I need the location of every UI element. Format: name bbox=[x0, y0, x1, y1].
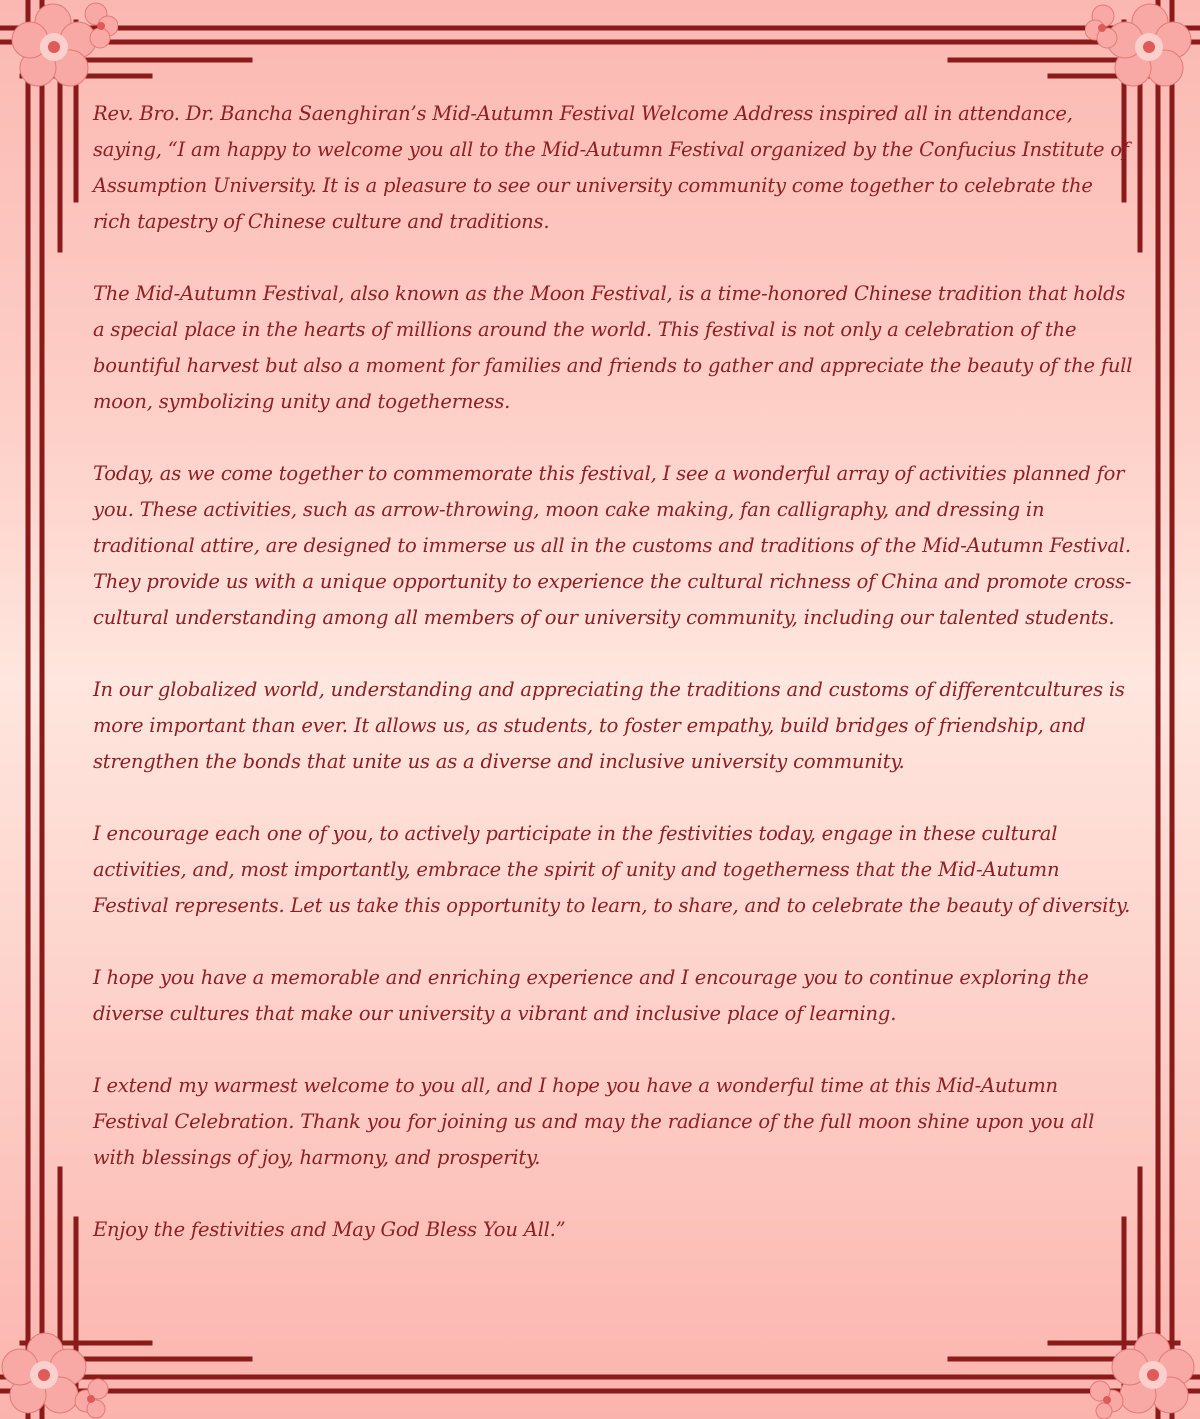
paragraph-experience: I hope you have a memorable and enriching experience and I encourage you to continue exploring the diverse cultures that make our university a vibrant and inclusive place of learning. bbox=[93, 966, 1089, 1025]
paragraph-intro: Rev. Bro. Dr. Bancha Saenghiran’s Mid-Autumn Festival Welcome Address inspired all in attendance, saying, “I am happy to welcome you all to the Mid-Autumn Festival organized by the Confucius Institute of Assumption University. It is a pleasure to see our university community come together to celebrate the rich tapestry of Chinese culture and traditions. bbox=[93, 102, 1129, 233]
paragraph-activities: Today, as we come together to commemorate this festival, I see a wonderful array of activities planned for you. These activities, such as arrow-throwing, moon cake making, fan calligraphy, and dressing in traditional attire, are designed to immerse us all in the customs and traditions of the Mid-Autumn Festival. They provide us with a unique opportunity to experience the cultural richness of China and promote cross-cultural understanding among all members of our university community, including our talented students. bbox=[93, 462, 1132, 629]
welcome-address-text bbox=[93, 96, 1133, 1248]
plum-blossom-icon bbox=[0, 1309, 110, 1419]
plum-blossom-icon bbox=[1085, 0, 1195, 110]
paragraph-globalized-world: In our globalized world, understanding and appreciating the traditions and customs of differentcultures is more important than ever. It allows us, as students, to foster empathy, build bridges of friendship, and strengthen the bonds that unite us as a diverse and inclusive university community. bbox=[93, 678, 1125, 773]
paragraph-encourage: I encourage each one of you, to actively participate in the festivities today, engage in these cultural activities, and, most importantly, embrace the spirit of unity and togetherness that the Mid-Autumn Festival represents. Let us take this opportunity to learn, to share, and to celebrate the beauty of diversity. bbox=[93, 822, 1131, 917]
plum-blossom-icon bbox=[1090, 1309, 1200, 1419]
paragraph-moon-festival: The Mid-Autumn Festival, also known as the Moon Festival, is a time-honored Chinese tradition that holds a special place in the hearts of millions around the world. This festival is not only a celebration of the bountiful harvest but also a moment for families and friends to gather and appreciate the beauty of the full moon, symbolizing unity and togetherness. bbox=[93, 282, 1133, 413]
paragraph-welcome: I extend my warmest welcome to you all, and I hope you have a wonderful time at this Mid-Autumn Festival Celebration. Thank you for joining us and may the radiance of the full moon shine upon you all with blessings of joy, harmony, and prosperity. bbox=[93, 1074, 1095, 1169]
paragraph-closing: Enjoy the festivities and May God Bless You All.” bbox=[93, 1218, 566, 1241]
plum-blossom-icon bbox=[8, 0, 118, 110]
